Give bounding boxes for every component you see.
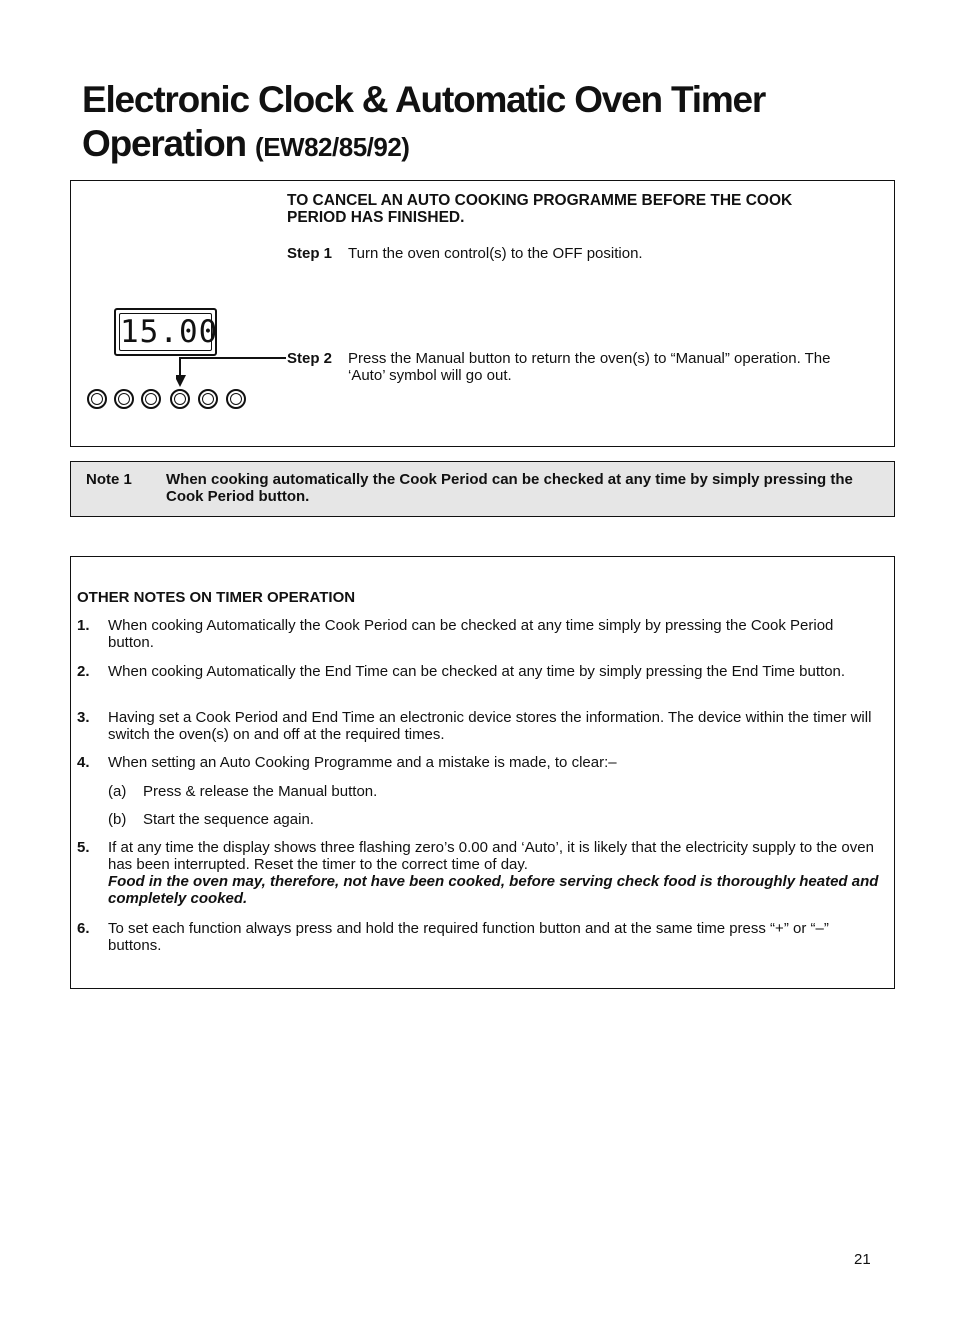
step-text: Turn the oven control(s) to the OFF position. (348, 245, 643, 262)
list-text-container (108, 839, 883, 907)
timer-button[interactable] (198, 389, 218, 409)
note-label: Note 1 (86, 471, 132, 488)
note-box (70, 461, 895, 517)
timer-button[interactable] (141, 389, 161, 409)
list-number: 5. (77, 839, 90, 856)
sub-list-label: (b) (108, 811, 127, 828)
list-text: When cooking Automatically the Cook Period can be checked at any time simply by pressing the Cook Period button. (108, 617, 834, 651)
title-main: Electronic Clock & Automatic Oven Timer Operation (82, 79, 766, 164)
list-number: 1. (77, 617, 90, 634)
step-label: Step 1 (287, 245, 333, 262)
other-notes-box (70, 556, 895, 989)
list-text: Having set a Cook Period and End Time an electronic device stores the information. The device within the timer will switch the oven(s) on and off at the required times. (108, 709, 872, 743)
list-text: When setting an Auto Cooking Programme and a mistake is made, to clear:– (108, 754, 617, 771)
list-number: 4. (77, 754, 90, 771)
timer-button[interactable] (226, 389, 246, 409)
sub-list-text: Start the sequence again. (143, 811, 314, 828)
list-text: When cooking Automatically the End Time can be checked at any time by simply pressing the End Time button. (108, 663, 846, 680)
timer-button[interactable] (87, 389, 107, 409)
list-number: 6. (77, 920, 90, 937)
cancel-programme-box (70, 180, 895, 447)
list-text: If at any time the display shows three flashing zero’s 0.00 and ‘Auto’, it is likely that the electricity supply to the oven has been interrupted. Reset the timer to the correct time of day. (108, 839, 874, 873)
sub-list-label: (a) (108, 783, 127, 800)
page-title (82, 78, 902, 169)
list-number: 3. (77, 709, 90, 726)
cancel-heading: TO CANCEL AN AUTO COOKING PROGRAMME BEFORE THE COOK PERIOD HAS FINISHED. (287, 192, 793, 226)
manual-button-pointer-arrow (176, 351, 288, 391)
list-text: To set each function always press and hold the required function button and at the same time press “+” or “–” buttons. (108, 920, 829, 954)
other-notes-heading: OTHER NOTES ON TIMER OPERATION (77, 589, 356, 606)
list-number: 2. (77, 663, 90, 680)
timer-display (114, 308, 217, 356)
page-number: 21 (854, 1251, 871, 1268)
note-text: When cooking automatically the Cook Period can be checked at any time by simply pressing the Cook Period button. (166, 471, 853, 505)
warning-text: Food in the oven may, therefore, not have been cooked, before serving check food is thoroughly heated and completely cooked. (108, 873, 879, 907)
step-text: Press the Manual button to return the oven(s) to “Manual” operation. The ‘Auto’ symbol will go out. (348, 350, 831, 384)
timer-button[interactable] (114, 389, 134, 409)
display-reading: 15.00 (120, 314, 219, 350)
sub-list-text: Press & release the Manual button. (143, 783, 378, 800)
step-label: Step 2 (287, 350, 333, 367)
title-model: (EW82/85/92) (255, 132, 410, 162)
manual-button[interactable] (170, 389, 190, 409)
